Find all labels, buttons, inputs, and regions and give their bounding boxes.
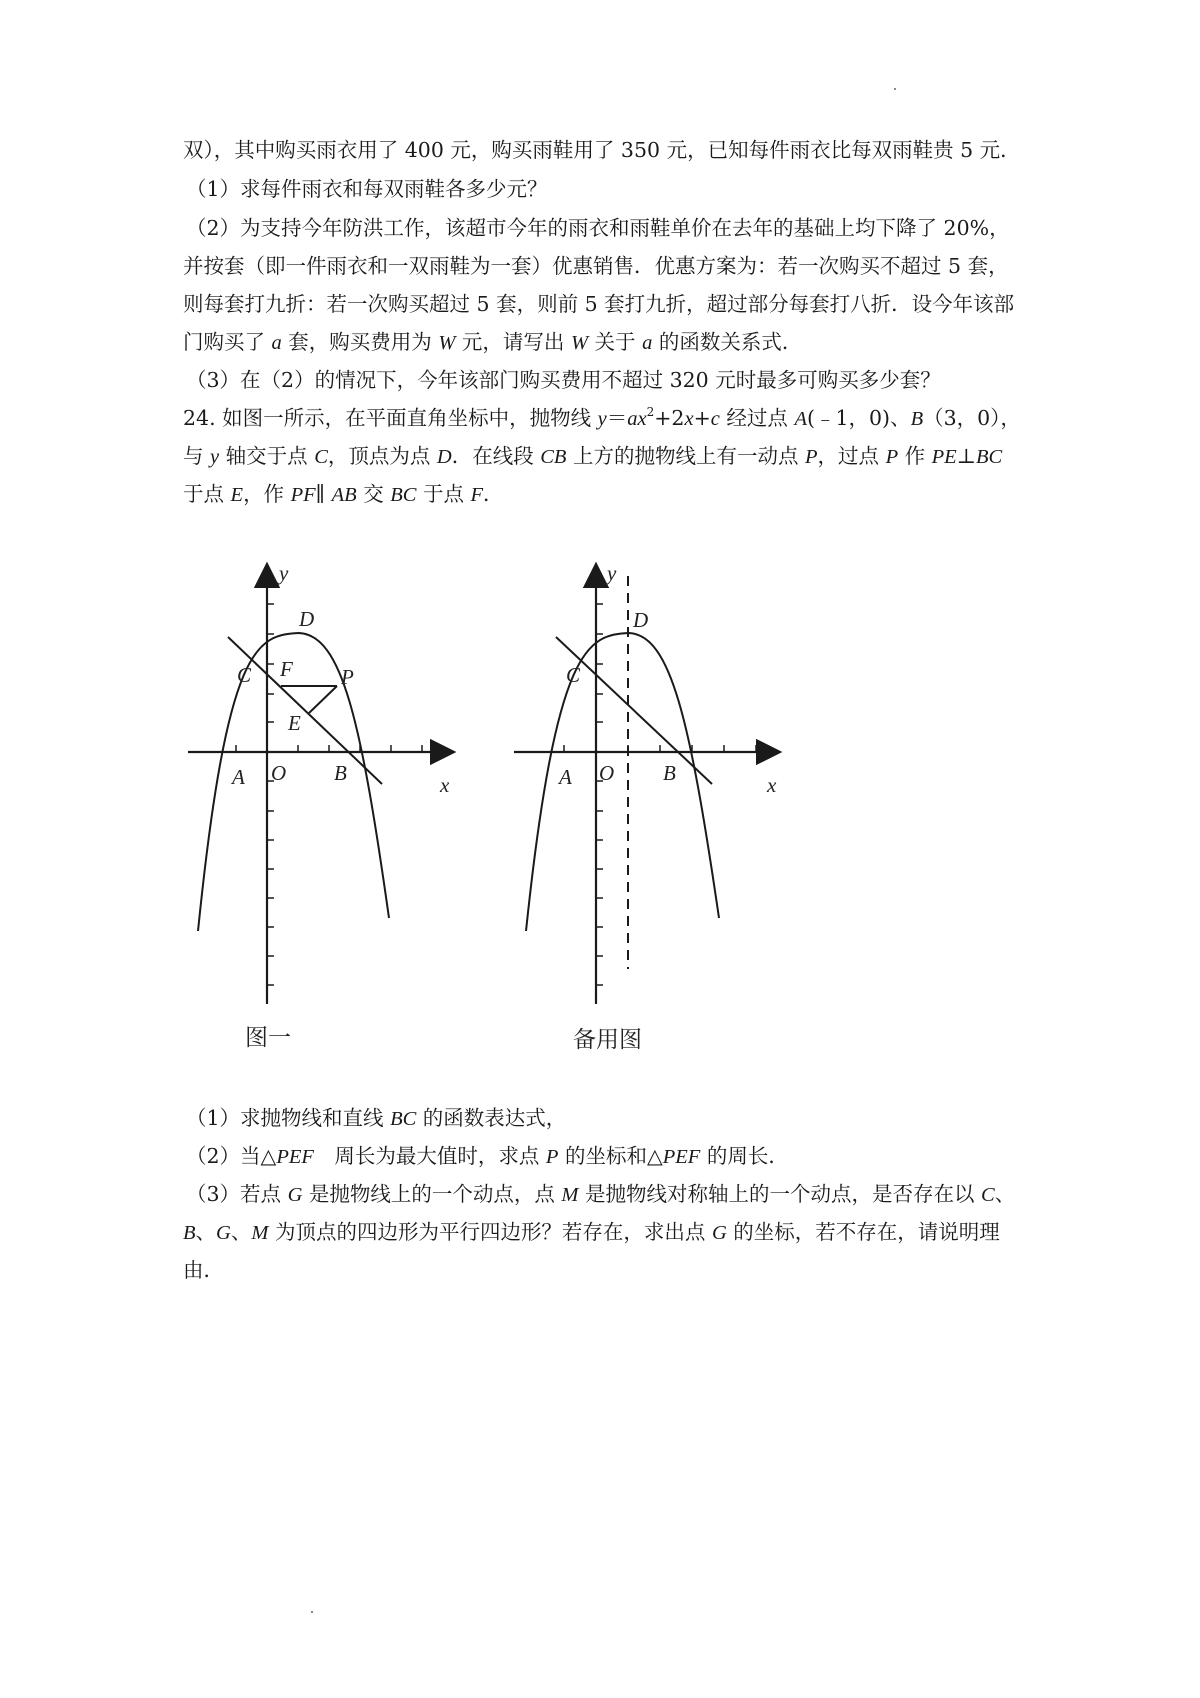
q23-part1: （1）求每件雨衣和每双雨鞋各多少元？ bbox=[186, 177, 548, 201]
segment-pe bbox=[309, 686, 337, 713]
label-f: F bbox=[280, 657, 293, 681]
label-c: C bbox=[566, 663, 581, 687]
q23-part3: （3）在（2）的情况下，今年该部门购买费用不超过 320 元时最多可购买多少套？ bbox=[186, 368, 941, 392]
q24-part1: （1）求抛物线和直线 BC 的函数表达式， bbox=[186, 1106, 567, 1130]
q24-line1: 24. 如图一所示，在平面直角坐标中，抛物线 $y=ax^2+2x+c$ 经过点 A(﹣1，0)、B（3，0）， bbox=[183, 405, 1021, 430]
line-bc bbox=[228, 637, 382, 784]
q23-part2-line2: 并按套（即一件雨衣和一双雨鞋为一套）优惠销售．优惠方案为：若一次购买不超过 5 套， bbox=[183, 254, 1009, 278]
label-e: E bbox=[288, 711, 301, 735]
q23-part2-line1: （2）为支持今年防洪工作，该超市今年的雨衣和雨鞋单价在去年的基础上均下降了 20%， bbox=[186, 216, 1010, 240]
q24-line3: 于点 E，作 PF∥ AB 交 BC 于点 F． bbox=[183, 482, 504, 506]
label-o: O bbox=[599, 761, 615, 785]
label-d: D bbox=[299, 607, 315, 631]
label-y: y bbox=[279, 561, 289, 585]
label-c: C bbox=[237, 663, 252, 687]
q24-part3-line2: B、G、M 为顶点的四边形为平行四边形？若存在，求出点 G 的坐标，若不存在，请说明理 bbox=[183, 1220, 1000, 1244]
label-a: A bbox=[232, 765, 245, 789]
figure-2 bbox=[500, 555, 830, 1060]
line-bc bbox=[556, 637, 712, 784]
scan-speck-bottom bbox=[311, 1611, 313, 1613]
label-b: B bbox=[663, 761, 676, 785]
label-d: D bbox=[633, 608, 649, 632]
q24-part2: （2）当△PEF 周长为最大值时，求点 P 的坐标和△PEF 的周长． bbox=[186, 1144, 789, 1168]
q24-line2: 与 y 轴交于点 C，顶点为点 D．在线段 CB 上方的抛物线上有一动点 P，过点 P 作 PE⊥BC bbox=[183, 444, 1003, 468]
q24-part3-line3: 由． bbox=[183, 1258, 224, 1282]
figure-2-caption: 备用图 bbox=[573, 1027, 642, 1053]
label-x: x bbox=[767, 773, 777, 797]
label-b: B bbox=[334, 761, 347, 785]
label-a: A bbox=[559, 765, 572, 789]
label-x: x bbox=[440, 773, 450, 797]
q23-line1: 双），其中购买雨衣用了 400 元，购买雨鞋用了 350 元，已知每件雨衣比每双雨鞋贵 5 元． bbox=[183, 138, 1021, 162]
label-o: O bbox=[271, 761, 287, 785]
label-p: P bbox=[341, 665, 354, 689]
q23-part2-line3: 则每套打九折：若一次购买超过 5 套，则前 5 套打九折，超过部分每套打八折．设今年该部 bbox=[183, 292, 1015, 316]
q24-part3-line1: （3）若点 G 是抛物线上的一个动点，点 M 是抛物线对称轴上的一个动点，是否存在以 C、 bbox=[186, 1182, 1016, 1206]
parabola-curve bbox=[198, 633, 389, 931]
q23-part2-line4: 门购买了 a 套，购买费用为 W 元，请写出 W 关于 a 的函数关系式． bbox=[183, 330, 803, 354]
figure-1-caption: 图一 bbox=[245, 1025, 291, 1051]
parabola-curve bbox=[526, 633, 719, 931]
label-y: y bbox=[607, 561, 617, 585]
scan-speck-top bbox=[894, 88, 896, 90]
